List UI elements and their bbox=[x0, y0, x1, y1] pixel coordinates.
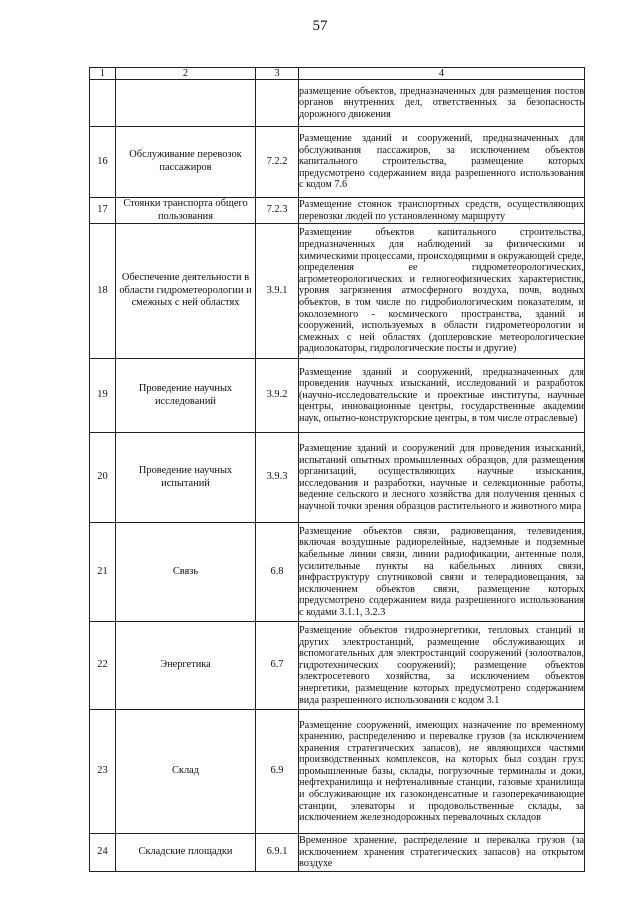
table-row bbox=[90, 224, 585, 359]
row-code: 3.9.2 bbox=[256, 359, 299, 433]
table-row bbox=[90, 127, 585, 198]
row-description: размещение объектов, предназначенных для размещения постов органов внутренних дел, ответственных за безопасность дорожного движения bbox=[299, 80, 585, 127]
column-header-name: 2 bbox=[116, 68, 256, 80]
table-row bbox=[90, 359, 585, 433]
row-code: 3.9.1 bbox=[256, 224, 299, 359]
row-number: 24 bbox=[90, 834, 116, 872]
table-header-row bbox=[90, 68, 585, 80]
row-code: 6.9 bbox=[256, 710, 299, 834]
row-name: Проведение научных испытаний bbox=[116, 433, 256, 523]
row-number: 17 bbox=[90, 198, 116, 224]
row-number: 21 bbox=[90, 523, 116, 622]
row-code: 6.7 bbox=[256, 622, 299, 710]
table-row bbox=[90, 80, 585, 127]
row-number: 23 bbox=[90, 710, 116, 834]
row-number: 16 bbox=[90, 127, 116, 198]
column-header-code: 3 bbox=[256, 68, 299, 80]
row-description: Размещение зданий и сооружений, предназначенных для проведения научных изысканий, исследований и разработок (научно-исследовательские и проектные институты, научные центры, инновационные центры, государственные академии наук, опытно-конструкторские центры, в том числе отраслевые) bbox=[299, 359, 585, 433]
row-number: 19 bbox=[90, 359, 116, 433]
row-description: Размещение зданий и сооружений для проведения изысканий, испытаний опытных промышленных образцов, для размещения организаций, осуществляющих научные изыскания, исследования и разработки, научные и селекционные работы, ведение сельского и лесного хозяйства для получения ценных с научной точки зрения образцов растительного и животного мира bbox=[299, 433, 585, 523]
row-number bbox=[90, 80, 116, 127]
row-description: Размещение объектов гидроэнергетики, тепловых станций и других электростанций, размещение обслуживающих и вспомогательных для электростанций сооружений (золоотвалов, гидротехнических сооружений); размещение объектов электросетевого хозяйства, за исключением объектов энергетики, размещение которых предусмотрено содержанием вида разрешенного использования с кодом 3.1 bbox=[299, 622, 585, 710]
row-code: 7.2.2 bbox=[256, 127, 299, 198]
row-number: 18 bbox=[90, 224, 116, 359]
row-name: Энергетика bbox=[116, 622, 256, 710]
column-header-description: 4 bbox=[299, 68, 585, 80]
table-row bbox=[90, 198, 585, 224]
page-number: 57 bbox=[312, 18, 328, 34]
table-row bbox=[90, 834, 585, 872]
row-description: Размещение стоянок транспортных средств, осуществляющих перевозки людей по установленному маршруту bbox=[299, 198, 585, 224]
row-code: 6.9.1 bbox=[256, 834, 299, 872]
land-use-table bbox=[89, 67, 585, 872]
row-number: 20 bbox=[90, 433, 116, 523]
row-number: 22 bbox=[90, 622, 116, 710]
row-name: Складские площадки bbox=[116, 834, 256, 872]
row-code: 6.8 bbox=[256, 523, 299, 622]
table-row bbox=[90, 523, 585, 622]
row-description: Размещение зданий и сооружений, предназначенных для обслуживания пассажиров, за исключением объектов капитального строительства, размещение которых предусмотрено содержанием вида разрешенного использования с кодом 7.6 bbox=[299, 127, 585, 198]
row-description: Размещение сооружений, имеющих назначение по временному хранению, распределению и перевалке грузов (за исключением хранения стратегических запасов), не являющихся частями производственных комплексов, на которых был создан груз: промышленные базы, склады, погрузочные терминалы и доки, нефтехранилища и нефтеналивные станции, газовые хранилища и обслуживающие их газоконденсатные и газоперекачивающие станции, элеваторы и продовольственные склады, за исключением железнодорожных перевалочных складов bbox=[299, 710, 585, 834]
row-code: 7.2.3 bbox=[256, 198, 299, 224]
row-name: Проведение научных исследований bbox=[116, 359, 256, 433]
table-row bbox=[90, 433, 585, 523]
row-name: Склад bbox=[116, 710, 256, 834]
row-code bbox=[256, 80, 299, 127]
row-name bbox=[116, 80, 256, 127]
table-row bbox=[90, 710, 585, 834]
row-name: Обслуживание перевозок пассажиров bbox=[116, 127, 256, 198]
row-code: 3.9.3 bbox=[256, 433, 299, 523]
row-name: Стоянки транспорта общего пользования bbox=[116, 198, 256, 224]
row-description: Размещение объектов капитального строительства, предназначенных для наблюдений за физическими и химическими процессами, происходящими в окружающей среде, определения ее гидрометеорологических, агрометеорологических и гелиогеофизических характеристик, уровня загрязнения атмосферного воздуха, почв, водных объектов, в том числе по гидробиологическим показателям, и околоземного - космического пространства, зданий и сооружений, используемых в области гидрометеорологии и смежных с ней областях (доплеровские метеорологические радиолокаторы, гидрологические посты и другие) bbox=[299, 224, 585, 359]
column-header-number: 1 bbox=[90, 68, 116, 80]
table-row bbox=[90, 622, 585, 710]
row-description: Размещение объектов связи, радиовещания, телевидения, включая воздушные радиорелейные, надземные и подземные кабельные линии связи, линии радиофикации, антенные поля, усилительные пункты на кабельных линиях связи, инфраструктуру спутниковой связи и телерадиовещания, за исключением объектов связи, размещение которых предусмотрено содержанием вида разрешенного использования с кодами 3.1.1, 3.2.3 bbox=[299, 523, 585, 622]
row-name: Связь bbox=[116, 523, 256, 622]
row-description: Временное хранение, распределение и перевалка грузов (за исключением хранения стратегических запасов) на открытом воздухе bbox=[299, 834, 585, 872]
row-name: Обеспечение деятельности в области гидрометеорологии и смежных с ней областях bbox=[116, 224, 256, 359]
